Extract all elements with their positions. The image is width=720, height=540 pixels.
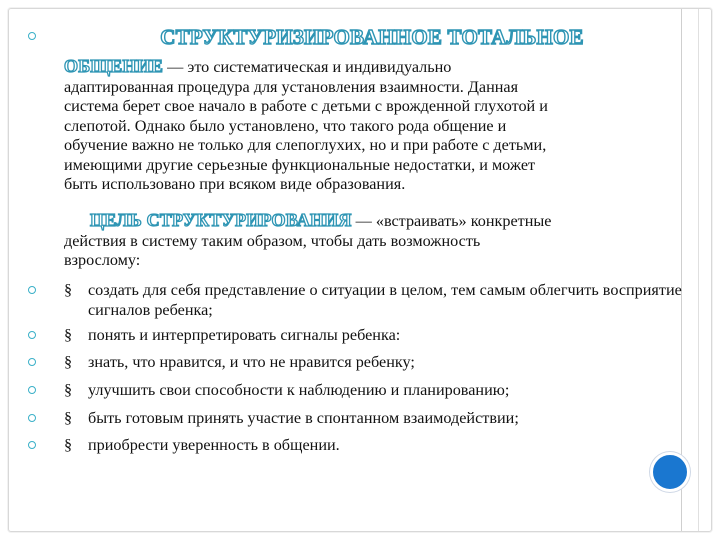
list-item-text: улучшить свои способности к наблюдению и планированию; — [88, 381, 510, 399]
bullet-icon — [28, 441, 36, 449]
paragraph-line: имеющими другие серьезные функциональные недостатки, и может — [64, 155, 536, 174]
paragraph-line: слепотой. Однако было установлено, что такого рода общение и — [64, 116, 507, 135]
bullet-icon — [28, 32, 36, 40]
list-item — [64, 381, 704, 401]
goal-paragraph — [64, 211, 680, 271]
list-item-text: понять и интерпретировать сигналы ребенка: — [88, 326, 401, 344]
list-item-text: быть готовым принять участие в спонтанном взаимодействии; — [88, 409, 519, 427]
definition-paragraph — [64, 57, 680, 195]
title-block — [64, 25, 680, 50]
list-item — [64, 326, 704, 346]
definition-first-line — [64, 57, 680, 78]
list-item-text: приобрести уверенность в общении. — [88, 436, 340, 454]
section-mark: § — [64, 436, 73, 454]
bullet-icon — [28, 414, 36, 422]
bullet-icon — [28, 331, 36, 339]
paragraph-line: система берет свое начало в работе с детьми с врожденной глухотой и — [64, 97, 548, 115]
bullet-icon — [28, 386, 36, 394]
goal-heading: ЦЕЛЬ СТРУКТУРИРОВАНИЯ — [90, 210, 352, 230]
goal-line: взрослому: — [64, 251, 141, 269]
title-second: ОБЩЕНИЕ — [64, 56, 164, 76]
goal-line: действия в систему таким образом, чтобы дать возможность — [64, 231, 481, 250]
decorative-circle-icon — [650, 452, 690, 492]
bullet-icon — [28, 286, 36, 294]
paragraph-line: обучение важно не только для слепоглухих, но и при работе с детьми, — [64, 136, 547, 154]
paragraph-line: быть использовано при всяком виде образования. — [64, 175, 406, 193]
section-mark: § — [64, 353, 73, 371]
title-main: СТРУКТУРИЗИРОВАННОЕ ТОТАЛЬНОЕ — [160, 25, 584, 49]
list-item — [64, 436, 704, 456]
list-item-text: создать для себя представление о ситуации в целом, тем самым облегчить восприятие сигналов ребенка; — [88, 281, 682, 319]
goal-first-line — [64, 211, 680, 232]
goal-rest: — «встраивать» конкретные — [351, 212, 552, 230]
section-mark: § — [64, 281, 73, 299]
section-mark: § — [64, 326, 73, 344]
paragraph-line: адаптированная процедура для установления взаимности. Данная — [64, 77, 519, 96]
list-item-text: знать, что нравится, и что не нравится ребенку; — [88, 353, 415, 371]
list-item — [64, 409, 704, 429]
section-mark: § — [64, 409, 73, 427]
definition-rest: — это систематическая и индивидуально — [163, 58, 452, 76]
list-item — [64, 281, 704, 320]
list-item — [64, 353, 704, 373]
section-mark: § — [64, 381, 73, 399]
bullet-icon — [28, 358, 36, 366]
